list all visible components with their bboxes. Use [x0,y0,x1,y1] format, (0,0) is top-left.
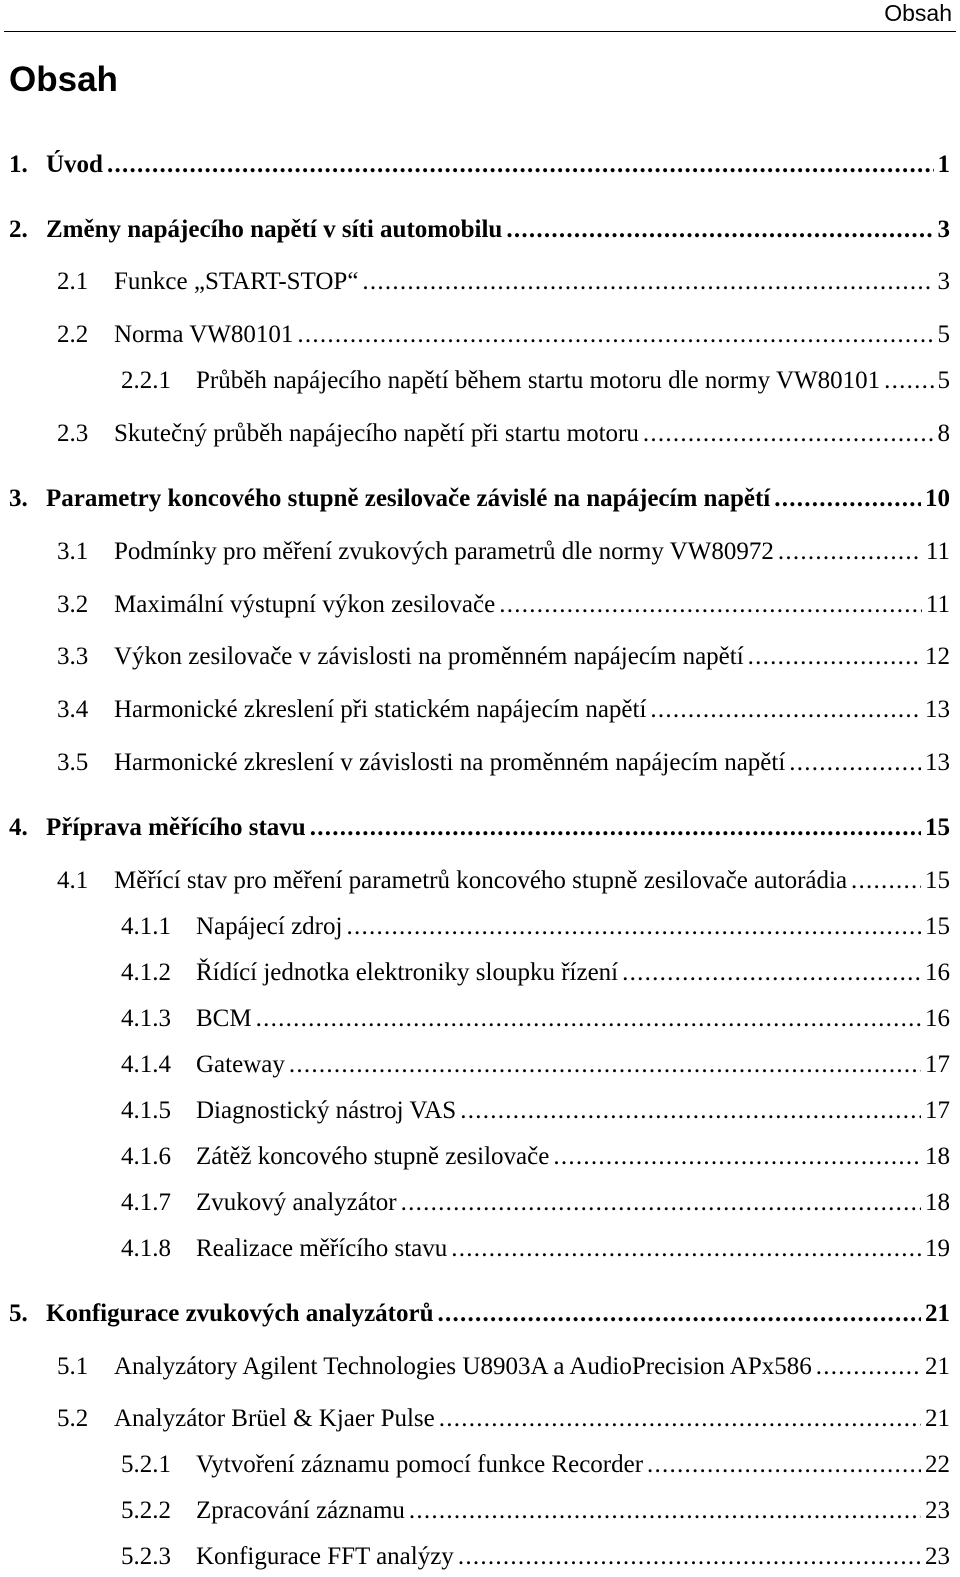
toc-title: Řídící jednotka elektroniky sloupku řízení [196,959,619,986]
toc-entry[interactable] [121,997,950,1031]
toc-title: Konfigurace FFT analýzy [196,1543,454,1570]
toc-page: 17 [925,1051,950,1078]
toc-entry[interactable] [121,1135,950,1169]
toc-entry[interactable] [121,359,950,393]
header-rule [4,31,956,32]
toc-title: Měřící stav pro měření parametrů koncového stupně zesilovače autorádia [114,867,848,894]
toc-number: 4.1.8 [121,1235,171,1262]
toc-number: 3.5 [57,749,89,776]
toc-page: 21 [925,1300,950,1327]
toc-page: 10 [925,485,950,512]
toc-number: 5.2.1 [121,1451,171,1478]
toc-page: 13 [925,749,950,776]
toc-leader [650,697,921,722]
toc-title: Zvukový analyzátor [196,1189,397,1216]
toc-page: 11 [925,538,950,565]
toc-page: 15 [925,867,950,894]
toc-number: 4.1.2 [121,959,171,986]
toc-number: 4.1.6 [121,1143,171,1170]
toc-leader [439,1406,921,1431]
toc-number: 2.1 [57,268,89,295]
toc-leader [774,486,921,511]
toc-title: Maximální výstupní výkon zesilovače [114,591,496,618]
toc-page: 21 [925,1353,950,1380]
toc-leader [553,1144,921,1169]
toc-number: 5.2.2 [121,1497,171,1524]
toc-number: 3.1 [57,538,89,565]
toc-page: 21 [925,1405,950,1432]
toc-page: 1 [937,151,950,178]
toc-leader [256,1006,921,1031]
toc-title: Úvod [46,151,103,178]
toc-number: 2. [9,216,28,243]
page-title: Obsah [9,60,118,99]
toc-page: 5 [937,321,950,348]
toc-page: 15 [925,814,950,841]
toc-leader [409,1498,921,1523]
toc-entry[interactable] [121,1181,950,1215]
toc-entry[interactable] [57,1397,950,1431]
toc-number: 5. [9,1300,28,1327]
toc-title: Parametry koncového stupně zesilovače závislé na napájecím napětí [46,485,771,512]
toc-entry[interactable] [121,1535,950,1569]
toc-leader [851,868,921,893]
toc-entry[interactable] [121,951,950,985]
toc-leader [289,1052,921,1077]
toc-leader [884,368,933,393]
toc-title: Výkon zesilovače v závislosti na proměnném napájecím napětí [114,643,744,670]
toc-title: Vytvoření záznamu pomocí funkce Recorder [196,1451,644,1478]
toc-page: 17 [925,1097,950,1124]
toc-title: Analyzátory Agilent Technologies U8903A a AudioPrecision APx586 [114,1353,812,1380]
toc-entry[interactable] [121,1443,950,1477]
toc-number: 4.1.5 [121,1097,171,1124]
toc-number: 4.1.7 [121,1189,171,1216]
toc-page: 22 [925,1451,950,1478]
toc-leader [643,421,934,446]
toc-leader [789,750,921,775]
toc-entry[interactable] [57,530,950,564]
toc-entry[interactable] [57,741,950,775]
toc-number: 3.4 [57,696,89,723]
toc-entry[interactable] [121,1089,950,1123]
toc-leader [310,815,921,840]
toc-title: Gateway [196,1051,285,1078]
toc-number: 5.1 [57,1353,89,1380]
toc-page: 23 [925,1543,950,1570]
toc-title: Zpracování záznamu [196,1497,405,1524]
toc-title: Průběh napájecího napětí během startu motoru dle normy VW80101 [196,367,881,394]
toc-entry[interactable] [9,143,950,177]
toc-page: 23 [925,1497,950,1524]
toc-entry[interactable] [57,635,950,669]
toc-number: 4. [9,814,28,841]
toc-leader [460,1098,921,1123]
toc-number: 3. [9,485,28,512]
toc-number: 2.2 [57,321,89,348]
toc-number: 2.3 [57,420,89,447]
toc-leader [346,914,921,939]
toc-number: 5.2.3 [121,1543,171,1570]
toc-title: BCM [196,1005,252,1032]
toc-entry[interactable] [121,1489,950,1523]
toc-number: 4.1.3 [121,1005,171,1032]
toc-leader [778,539,922,564]
toc-leader [647,1452,921,1477]
toc-leader [362,269,933,294]
toc-entry[interactable] [57,583,950,617]
toc-title: Podmínky pro měření zvukových parametrů dle normy VW80972 [114,538,774,565]
toc-title: Zátěž koncového stupně zesilovače [196,1143,550,1170]
toc-leader [499,592,922,617]
toc-title: Norma VW80101 [114,321,294,348]
running-head: Obsah [884,0,952,26]
toc-leader [451,1236,921,1261]
toc-page: 15 [925,913,950,940]
toc-leader [816,1354,921,1379]
toc-leader [401,1190,921,1215]
toc-leader [506,217,933,242]
toc-entry[interactable] [57,313,950,347]
toc-number: 2.2.1 [121,367,171,394]
toc-page: 16 [925,959,950,986]
toc-leader [458,1544,921,1569]
toc-page: 19 [925,1235,950,1262]
toc-leader [107,152,934,177]
toc-title: Diagnostický nástroj VAS [196,1097,457,1124]
toc-entry[interactable] [121,905,950,939]
toc-entry[interactable] [57,859,950,893]
toc-title: Analyzátor Brüel & Kjaer Pulse [114,1405,435,1432]
toc-title: Harmonické zkreslení při statickém napájecím napětí [114,696,647,723]
toc-leader [748,644,921,669]
toc-entry[interactable] [121,1043,950,1077]
toc-page: 3 [937,216,950,243]
toc-title: Funkce „START-STOP“ [114,268,359,295]
toc-entry[interactable] [57,412,950,446]
toc-title: Příprava měřícího stavu [46,814,306,841]
toc-entry[interactable] [57,1345,950,1379]
toc-title: Změny napájecího napětí v síti automobilu [46,216,503,243]
toc-leader [622,960,921,985]
toc-page: 18 [925,1143,950,1170]
toc-entry[interactable] [121,1227,950,1261]
toc-number: 4.1.1 [121,913,171,940]
toc-title: Skutečný průběh napájecího napětí při startu motoru [114,420,639,447]
toc-title: Napájecí zdroj [196,913,343,940]
toc-page: 18 [925,1189,950,1216]
toc-number: 5.2 [57,1405,89,1432]
toc-entry[interactable] [57,688,950,722]
toc-title: Konfigurace zvukových analyzátorů [46,1300,434,1327]
toc-leader [438,1301,922,1326]
toc-page: 5 [937,367,950,394]
toc-number: 1. [9,151,28,178]
toc-number: 4.1.4 [121,1051,171,1078]
toc-number: 3.2 [57,591,89,618]
toc-page: 12 [925,643,950,670]
toc-page: 13 [925,696,950,723]
toc-leader [297,322,933,347]
toc-page: 3 [937,268,950,295]
toc-page: 8 [937,420,950,447]
toc-title: Harmonické zkreslení v závislosti na proměnném napájecím napětí [114,749,786,776]
toc-page: 16 [925,1005,950,1032]
toc-entry[interactable] [9,1292,950,1326]
toc-entry[interactable] [9,806,950,840]
toc-title: Realizace měřícího stavu [196,1235,448,1262]
toc-entry[interactable] [9,477,950,511]
toc-entry[interactable] [9,208,950,242]
toc-page: 11 [925,591,950,618]
toc-entry[interactable] [57,260,950,294]
toc-number: 4.1 [57,867,89,894]
toc-number: 3.3 [57,643,89,670]
